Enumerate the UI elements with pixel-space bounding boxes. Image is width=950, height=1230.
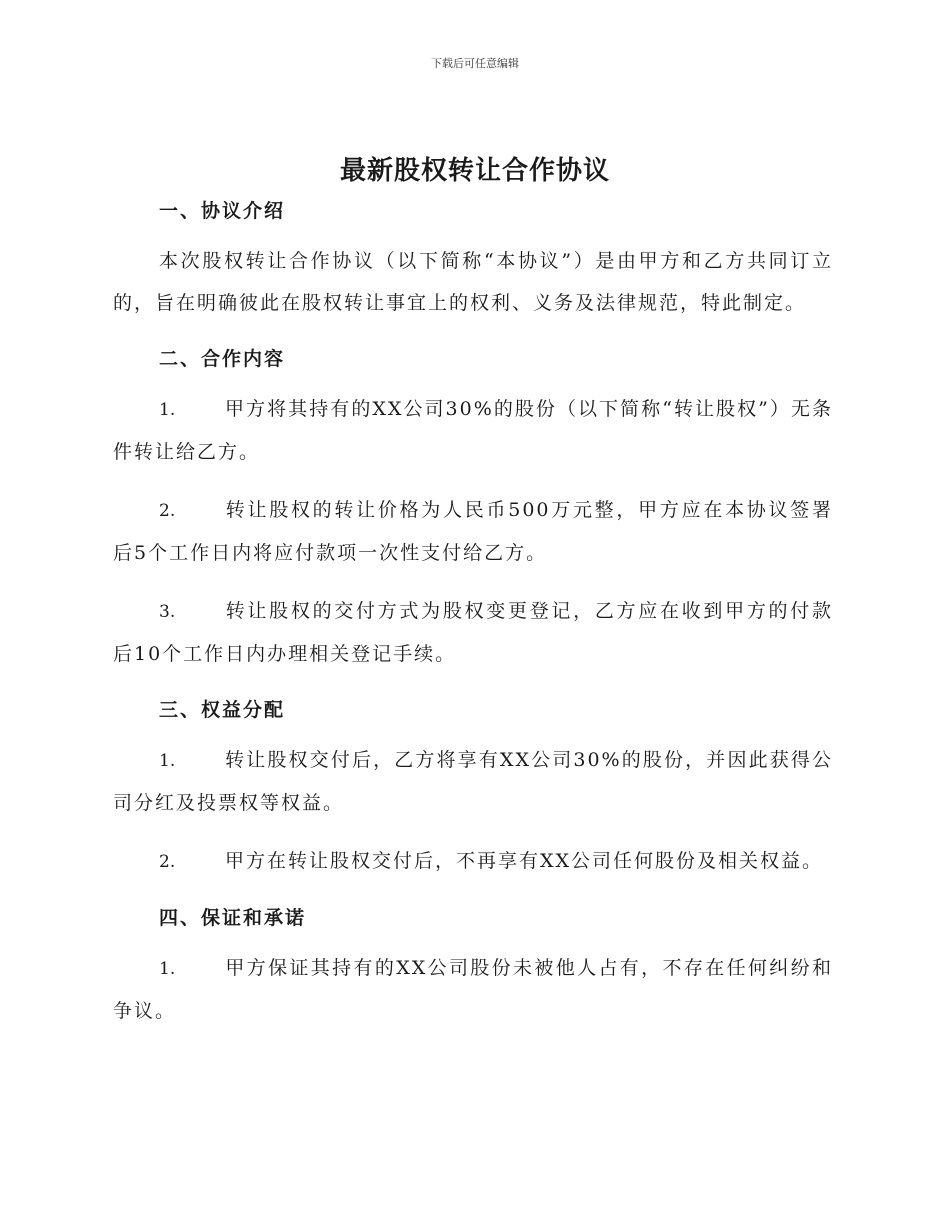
section-heading-guarantees: 四、保证和承诺 [159,907,307,929]
item-text: 转让股权的交付方式为股权变更登记，乙方应在收到甲方的付款后10个工作日内办理相关登记手续。 [113,600,833,665]
header-note: 下载后可任意编辑 [431,57,519,70]
item-number: 1. [159,959,176,979]
list-item [113,388,833,473]
list-item [113,947,833,1032]
list-item [113,590,833,675]
item-number: 1. [159,400,176,420]
item-text: 甲方将其持有的XX公司30%的股份（以下简称“转让股权”）无条件转让给乙方。 [113,398,833,463]
section-heading-rights-distribution: 三、权益分配 [159,699,286,721]
document-title: 最新股权转让合作协议 [339,156,610,186]
item-text: 转让股权的转让价格为人民币500万元整，甲方应在本协议签署后5个工作日内将应付款项一次性支付给乙方。 [113,499,833,564]
item-text: 甲方保证其持有的XX公司股份未被他人占有，不存在任何纠纷和争议。 [113,957,833,1022]
item-number: 2. [159,501,176,521]
item-text: 转让股权交付后，乙方将享有XX公司30%的股份，并因此获得公司分红及投票权等权益。 [113,749,833,814]
list-item [113,739,833,824]
item-text: 甲方在转让股权交付后，不再享有XX公司任何股份及相关权益。 [225,850,824,872]
item-number: 3. [159,602,176,622]
section-heading-introduction: 一、协议介绍 [159,200,286,222]
list-item [113,489,833,574]
item-number: 2. [159,852,176,872]
item-number: 1. [159,751,176,771]
section-heading-cooperation-content: 二、合作内容 [159,348,286,370]
document-body [113,198,833,1032]
list-item [113,840,833,883]
paragraph: 本次股权转让合作协议（以下简称“本协议”）是由甲方和乙方共同订立的，旨在明确彼此在股权转让事宜上的权利、义务及法律规范，特此制定。 [113,250,833,314]
